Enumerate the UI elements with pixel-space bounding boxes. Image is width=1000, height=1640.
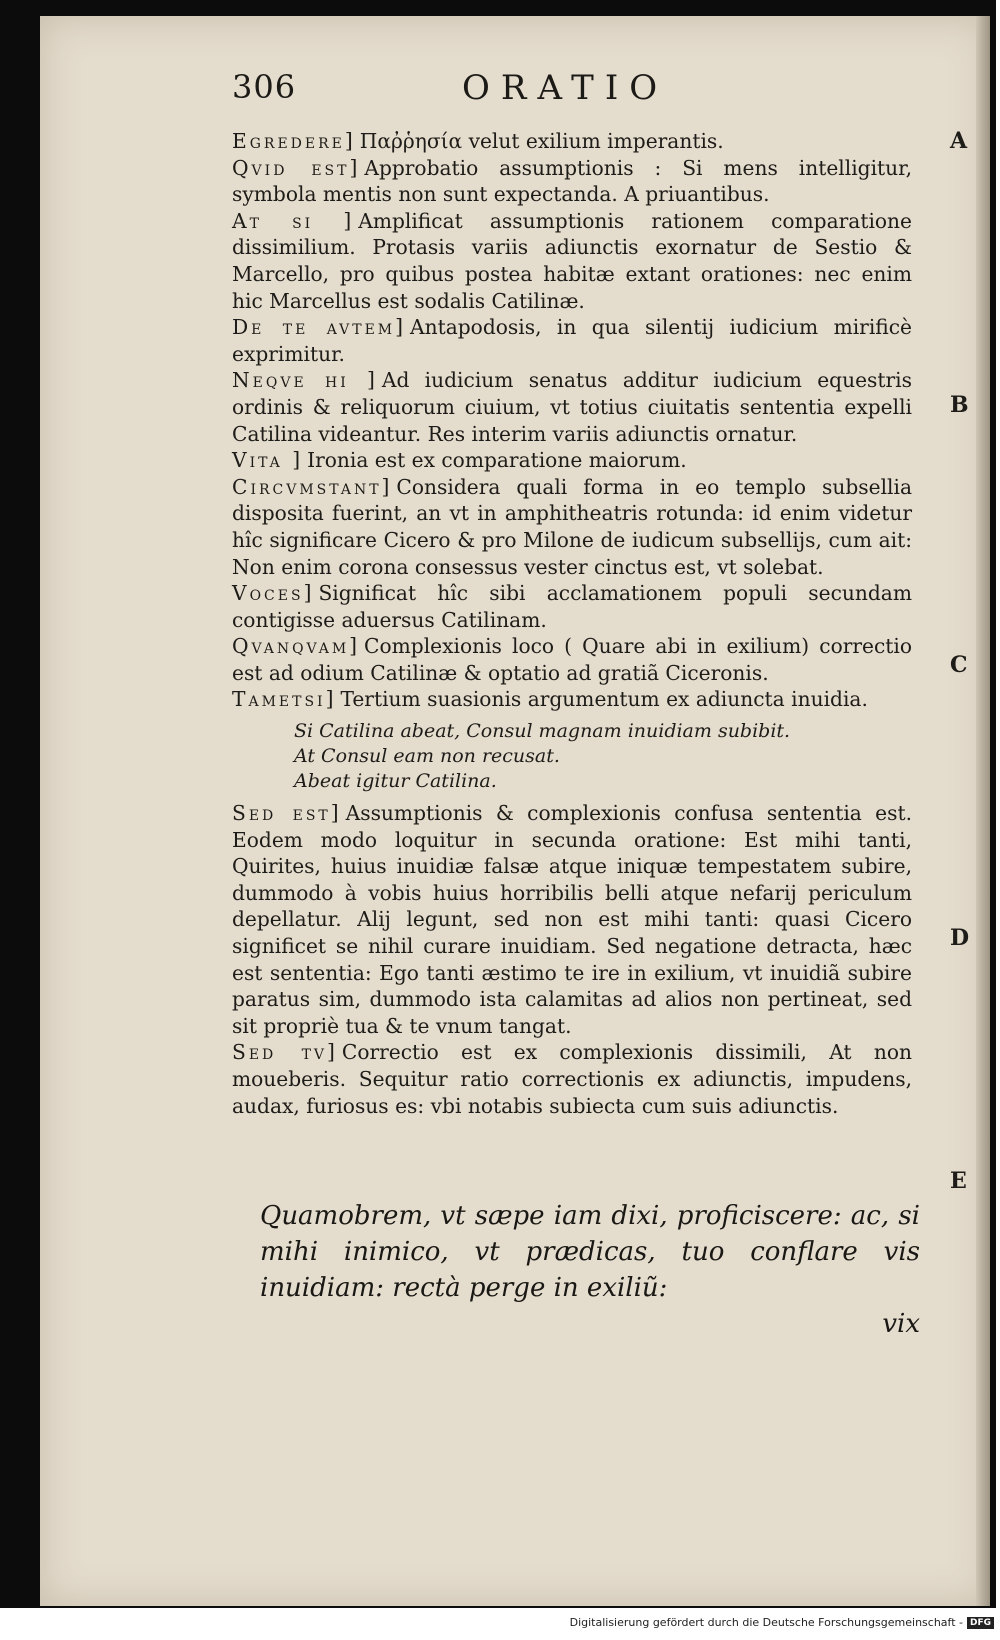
commentary-entry: [232, 633, 912, 686]
commentary-entry: [232, 447, 912, 474]
catchword: vix: [882, 1309, 920, 1339]
syllogism-line: Abeat igitur Catilina.: [294, 770, 497, 793]
note-text: Amplificat assumptionis rationem comparatione dissimilium. Protasis variis adiunctis exornatur de Sestio & Marcello, pro quibus postea habitæ extant orationes: nec enim hic Marcellus est sodalis Catilinæ.: [232, 208, 912, 313]
note-text: Antapodosis, in qua silentij iudicium mirificè exprimitur.: [232, 315, 912, 366]
digitization-footer: [570, 1616, 994, 1629]
footer-text: Digitalisierung gefördert durch die Deutsche Forschungsgemeinschaft -: [569, 1616, 963, 1629]
oration-text: Quamobrem, vt sæpe iam dixi, proficiscere: ac, si mihi inimico, vt prædicas, tuo conflare vis inuidiam: rectà perge in exiliũ:: [260, 1201, 920, 1303]
commentary-entry: [232, 314, 912, 367]
syllogism-line: At Consul eam non recusat.: [294, 745, 560, 768]
running-header: [232, 68, 932, 118]
lemma: Circvmstant]: [232, 474, 393, 499]
margin-letter-a: A: [950, 128, 968, 154]
dfg-logo-icon: DFG: [967, 1617, 994, 1629]
margin-letter-b: B: [950, 392, 969, 418]
margin-letter-d: D: [950, 925, 970, 951]
note-text: Assumptionis & complexionis confusa sententia est. Eodem modo loquitur in secunda oratione: Est mihi tanti, Quirites, huius inuidiæ falsæ atque iniquæ tempestatem subire, dummodo à vobis huius horribilis belli atque nefarij periculum depellatur. Alij legunt, sed non est mihi tanti: quasi Cicero significet se nihil curare inuidiam. Sed negatione detracta, hæc est sententia: Ego tanti æstimo te ire in exilium, vt inuidiã subire paratus sim, dummodo ista calamitas ad alios non pertineat, sed sit propriè tua & te vnum tangat.: [232, 801, 912, 1038]
lemma: Neqve hi ]: [232, 368, 378, 393]
commentary-entry: [232, 474, 912, 580]
commentary-entry: [232, 367, 912, 447]
note-text: Παῤῥησία velut exilium imperantis.: [359, 129, 724, 153]
margin-letter-e: E: [950, 1168, 967, 1194]
note-text: Correctio est ex complexionis dissimili, At non moueberis. Sequitur ratio correctionis ex adiunctis, impudens, audax, furiosus es: vbi notabis subiecta cum suis adiunctis.: [232, 1040, 912, 1118]
commentary-block: [232, 128, 912, 1119]
page-edge: [976, 16, 990, 1606]
commentary-entry: [232, 800, 912, 1039]
syllogism-line: Si Catilina abeat, Consul magnam inuidiam subibit.: [294, 720, 791, 743]
note-text: Considera quali forma in eo templo subsellia disposita fuerint, an vt in amphitheatris rotunda: id enim videtur hîc significare Cicero & pro Milone de iudicum subsellijs, cum ait: Non enim corona consessus vester cinctus est, vt solebat.: [232, 474, 912, 579]
syllogism: [294, 719, 912, 794]
lemma: Vita ]: [232, 448, 304, 473]
note-text: Ad iudicium senatus additur iudicium equestris ordinis & reliquorum ciuium, vt totius ciuitatis sententia expelli Catilina videantur. Res interim variis adiunctis ornatur.: [232, 368, 912, 446]
commentary-entry: [232, 686, 912, 713]
note-text: Tertium suasionis argumentum ex adiuncta inuidia.: [340, 687, 868, 712]
lemma: Voces]: [232, 581, 315, 606]
lemma: Tametsi]: [232, 687, 337, 712]
margin-letter-c: C: [950, 652, 968, 678]
lemma: At si ]: [232, 208, 355, 233]
running-title: ORATIO: [462, 68, 669, 108]
page-number: 306: [232, 68, 297, 106]
commentary-entry: [232, 155, 912, 208]
lemma: Qvid est]: [232, 155, 361, 180]
note-text: Approbatio assumptionis : Si mens intelligitur, symbola mentis non sunt expectanda. A priuantibus.: [232, 155, 912, 207]
note-text: Ironia est ex comparatione maiorum.: [307, 448, 687, 473]
commentary-entry: [232, 208, 912, 314]
commentary-entry: [232, 580, 912, 633]
commentary-entry: [232, 128, 912, 155]
lemma: De te avtem]: [232, 315, 407, 340]
lemma: Qvanqvam]: [232, 634, 361, 659]
lemma: Egredere]: [232, 129, 356, 153]
commentary-entry: [232, 1039, 912, 1119]
main-text: [260, 1198, 920, 1342]
note-text: Significat hîc sibi acclamationem populi secundam contigisse aduersus Catilinam.: [232, 581, 912, 632]
lemma: Sed est]: [232, 801, 342, 826]
note-text: Complexionis loco ( Quare abi in exilium) correctio est ad odium Catilinæ & optatio ad gratiã Ciceronis.: [232, 634, 912, 685]
lemma: Sed tv]: [232, 1040, 338, 1065]
